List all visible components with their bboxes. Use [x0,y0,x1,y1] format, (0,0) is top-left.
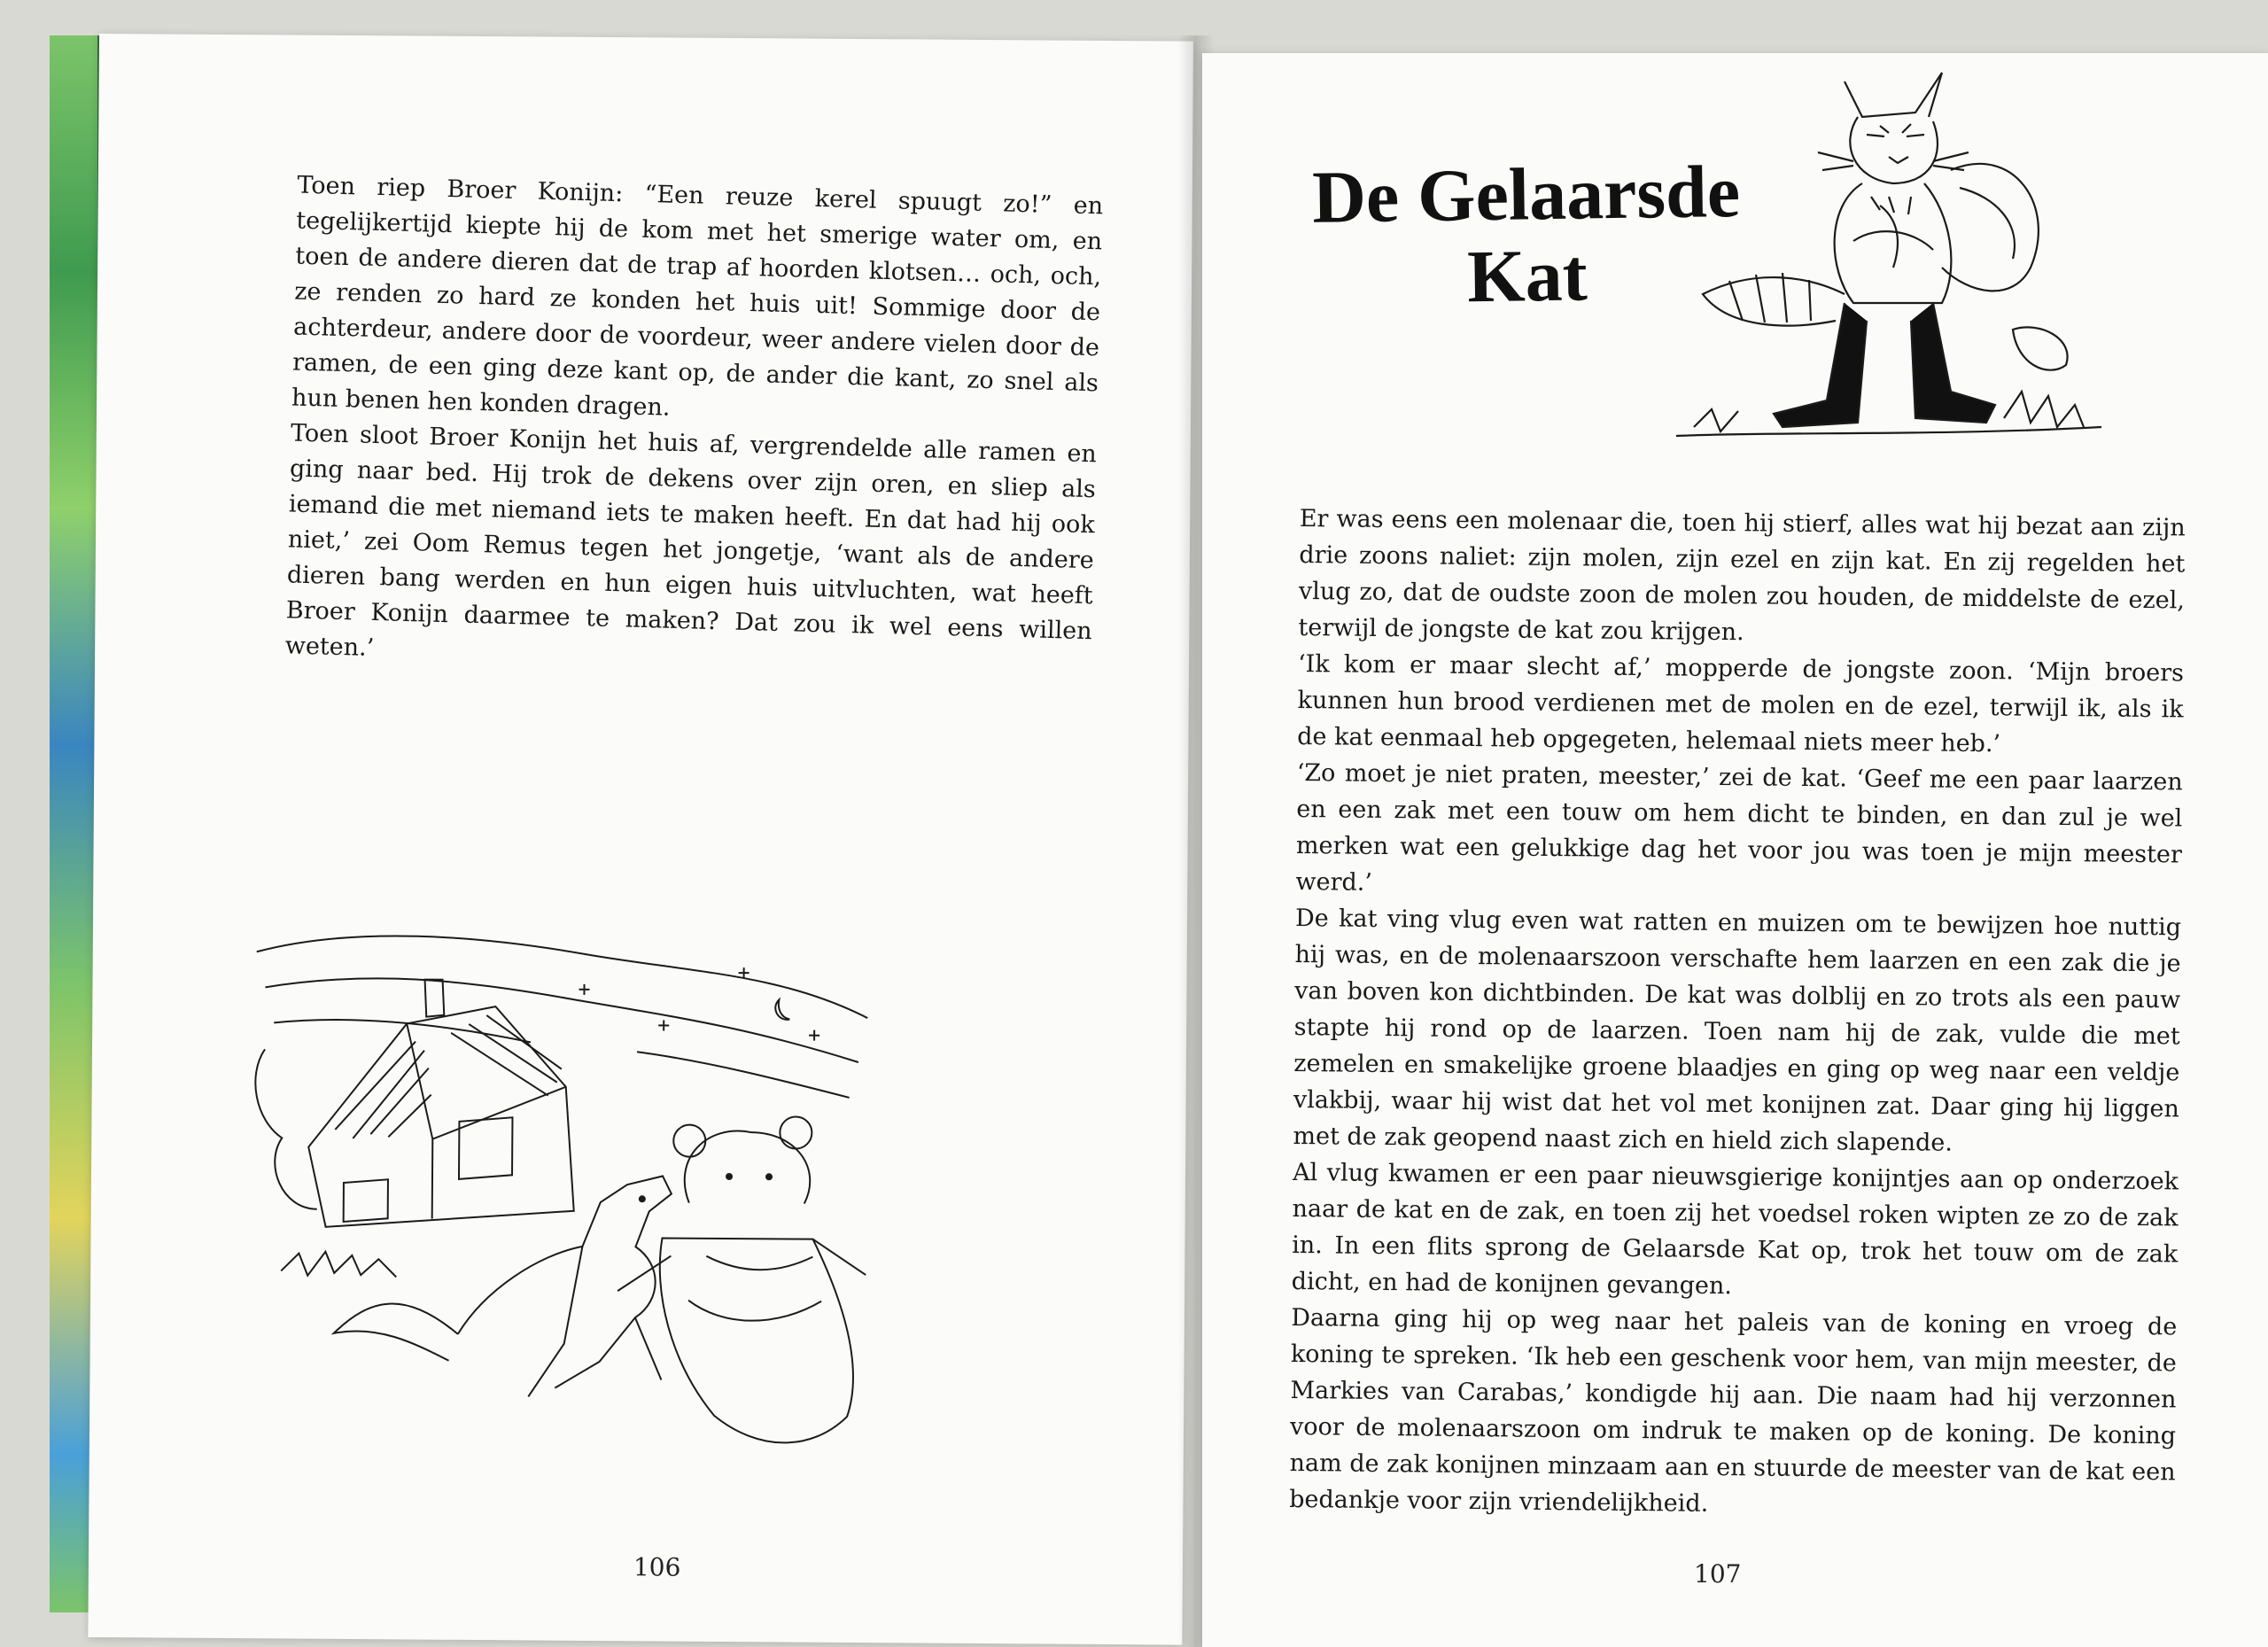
paragraph: Al vlug kwamen er een paar nieuwsgierige konijntjes aan op onderzoek naar de kat en de zak, en toen zij het voedsel roken wipten ze zo de zak in. In een flits sprong de Gelaarsde Kat op, trok het touw om de zak dicht, en had de konijnen gevangen. [1291,1158,2179,1301]
left-page [88,34,1193,1645]
page-number: 106 [633,1552,681,1582]
paragraph: ‘Zo moet je niet praten, meester,’ zei de kat. ‘Geef me een paar laarzen en een zak met een touw om hem dicht te binden, en dan zul je wel merken wat een gelukkige dag het voor jou was toen je mijn meester werd.’ [1295,758,2183,897]
right-page [1202,53,2268,1647]
left-page-text [284,168,1103,686]
fleeing-animals-illustration [245,916,886,1461]
paragraph: Daarna ging hij op weg naar het paleis van de koning en vroeg de koning te spreken. ‘Ik heb een geschenk voor hem, van mijn meester, de Markies van Carabas,’ kondigde hij aan. Die naam had hij verzonnen voor de molenaarszoon om indruk te maken op de koning. De koning nam de zak konijnen minzaam aan en stuurde de meester van de kat een bedankje voor zijn vriendelijkheid. [1289,1303,2178,1518]
puss-in-boots-illustration [1676,64,2101,445]
paragraph: ‘Ik kom er maar slecht af,’ mopperde de jongste zoon. ‘Mijn broers kunnen hun brood verdienen met de molen en de ezel, terwijl ik, als ik de kat eenmaal heb opgegeten, helemaal niets meer heb.’ [1297,649,2185,758]
paragraph: Toen sloot Broer Konijn het huis af, vergrendelde alle ramen en ging naar bed. Hij trok de dekens over zijn oren, en sliep als iemand die met niemand iets te maken heeft. En dat had hij ook niet,’ zei Oom Remus tegen het jongetje, ‘want als de andere dieren bang werden en hun eigen huis uitvluchten, wat heeft Broer Konijn daarmee te maken? Dat zou ik wel eens willen weten.’ [284,419,1098,663]
paragraph: Er was eens een molenaar die, toen hij stierf, alles wat hij bezat aan zijn drie zoons naliet: zijn molen, zijn ezel en zijn kat. En zij regelden het vlug zo, dat de oudste zoon de molen zou houden, de middelste de ezel, terwijl de jongste de kat zou krijgen. [1298,504,2186,647]
page-number: 107 [1694,1559,1742,1589]
paragraph: De kat ving vlug even wat ratten en muizen om te bewijzen hoe nuttig hij was, en de molenaarszoon verschafte hem laarzen en een zak die je van boven kon dichtbinden. De kat was dolblij en zo trots als een pauw stapte hij rond op de laarzen. Toen nam hij de zak, vulde die met zemelen en smakelijke groene blaadjes en ging op weg naar een veldje vlakbij, waar hij wist dat het vol met konijnen zat. Daar ging hij liggen met de zak geopend naast zich en hield zich slapende. [1293,904,2182,1157]
paragraph: Toen riep Broer Konijn: “Een reuze kerel spuugt zo!” en tegelijkertijd kiepte hij de kom met het smerige water om, en toen de andere dieren dat de trap af hoorden klotsen… och, och, ze renden zo hard ze konden het huis uit! Sommige door de achterdeur, andere door de voordeur, weer andere vielen door de ramen, de een ging deze kant op, de ander die kant, zo snel als hun benen hen konden dragen. [291,171,1104,422]
story-title: De Gelaarsde Kat [1311,150,1741,319]
right-page-text [1289,501,2186,1527]
